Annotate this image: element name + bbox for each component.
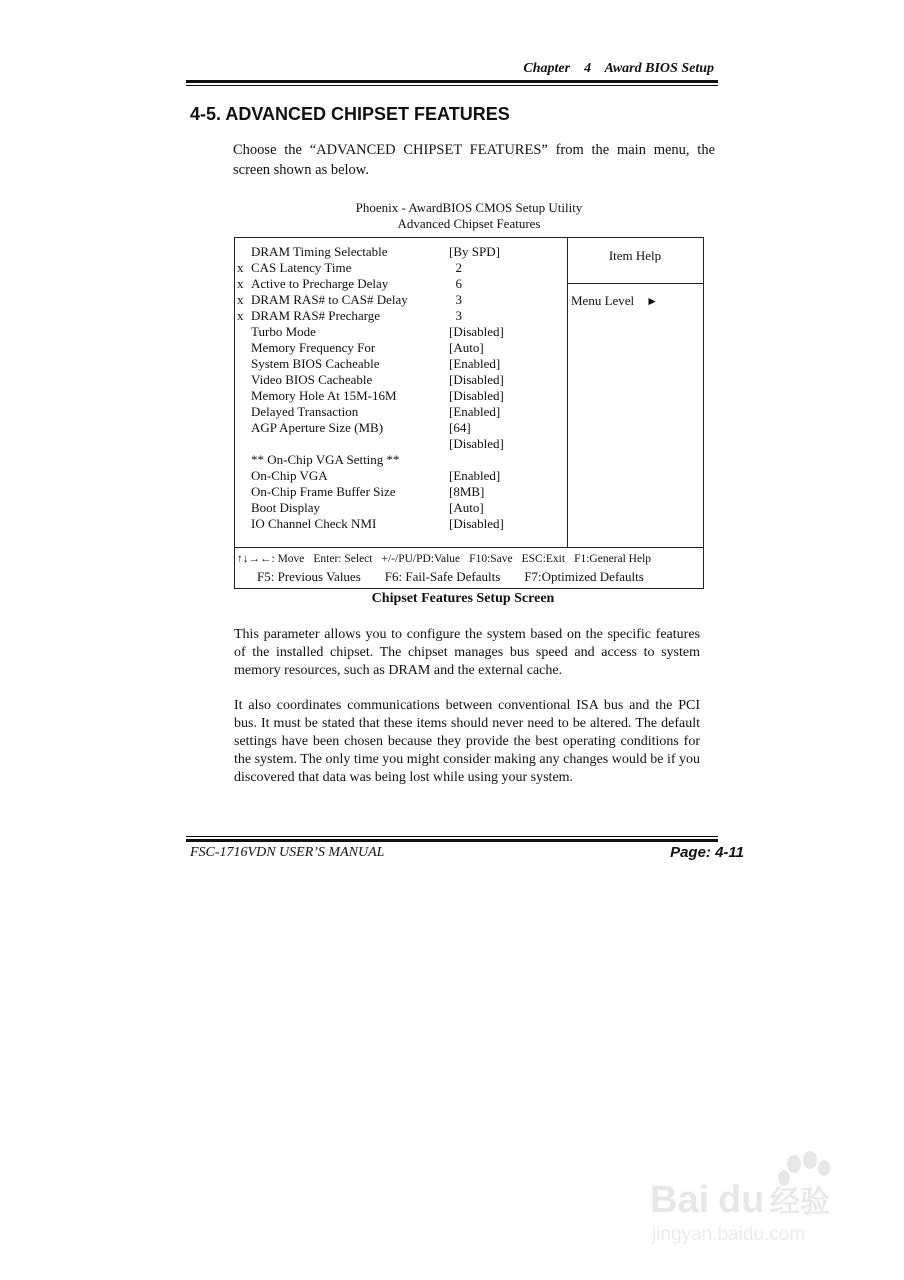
setting-value[interactable]: [Auto]: [449, 340, 484, 355]
item-help-heading: Item Help: [608, 248, 662, 263]
header-rule-thin: [186, 85, 718, 86]
setting-label: Memory Hole At 15M-16M: [251, 388, 397, 403]
setting-label: Memory Frequency For: [251, 340, 376, 355]
help-divider: [567, 283, 703, 284]
disabled-mark: x: [237, 260, 244, 275]
key-hint: F7:Optimized Defaults: [524, 569, 644, 584]
key-hint: +/-/PU/PD:Value: [381, 553, 461, 565]
setting-value[interactable]: [Enabled]: [449, 468, 501, 483]
baidu-watermark: [646, 1150, 846, 1250]
setting-label: IO Channel Check NMI: [251, 516, 377, 531]
bios-footer-divider: [235, 547, 703, 548]
setting-label: System BIOS Cacheable: [251, 356, 380, 371]
setting-value[interactable]: 3: [449, 292, 462, 307]
setting-label: Active to Precharge Delay: [251, 276, 389, 291]
section-title: 4-5. ADVANCED CHIPSET FEATURES: [190, 104, 510, 124]
setting-label: ** On-Chip VGA Setting **: [251, 452, 400, 467]
setting-value[interactable]: [64]: [449, 420, 471, 435]
key-legend-line1: [237, 553, 660, 565]
setting-label: DRAM RAS# Precharge: [251, 308, 381, 323]
watermark-url: jingyan.baidu.com: [652, 1224, 806, 1245]
utility-subtitle: Advanced Chipset Features: [397, 216, 541, 231]
setting-value[interactable]: [8MB]: [449, 484, 485, 499]
setting-value[interactable]: 2: [449, 260, 462, 275]
setting-value[interactable]: 6: [449, 276, 462, 291]
paw-icon: [778, 1151, 830, 1186]
key-hint: F5: Previous Values: [257, 569, 361, 584]
triangle-right-icon: ►: [646, 294, 659, 308]
figure-caption: Chipset Features Setup Screen: [371, 591, 555, 606]
setting-label: Boot Display: [251, 500, 320, 515]
watermark-brand: Bai: [650, 1179, 710, 1221]
menu-level-label: Menu Level: [571, 293, 635, 308]
key-hint: F10:Save: [469, 553, 513, 565]
footer-rule: [186, 839, 718, 842]
paragraph-2: It also coordinates communications between conventional ISA bus and the PCI bus. It must be stated that these items should never need to be altered. The default settings have been chosen because they provide the best operating conditions for the system. The only time you might consider making any changes would be if you discovered that data was being lost while using your system.: [234, 698, 700, 785]
disabled-mark: x: [237, 276, 244, 291]
setting-label: DRAM Timing Selectable: [251, 244, 388, 259]
setting-label: AGP Aperture Size (MB): [251, 420, 384, 435]
key-legend-line2: [257, 569, 668, 585]
manual-name: FSC-1716VDN USER’S MANUAL: [190, 845, 385, 860]
disabled-mark: x: [237, 292, 244, 307]
bios-screen: [234, 237, 704, 589]
utility-title: Phoenix - AwardBIOS CMOS Setup Utility: [355, 200, 583, 215]
setting-value[interactable]: [Disabled]: [449, 516, 504, 531]
key-hint: F1:General Help: [574, 553, 652, 565]
bios-column-divider: [567, 238, 568, 548]
setting-value[interactable]: [Disabled]: [449, 324, 504, 339]
setting-value[interactable]: [Enabled]: [449, 404, 501, 419]
setting-value[interactable]: [Disabled]: [449, 388, 504, 403]
setting-label: On-Chip VGA: [251, 468, 328, 483]
menu-level: [571, 293, 658, 309]
page-number: Page: 4-11: [670, 844, 744, 861]
key-hint: ↑↓→←: Move: [237, 553, 305, 565]
key-hint: ESC:Exit: [521, 553, 566, 565]
setting-value[interactable]: [Enabled]: [449, 356, 501, 371]
footer-rule-thin: [186, 836, 718, 837]
watermark-cn: 经验: [770, 1185, 830, 1220]
paragraph-1: This parameter allows you to configure the system based on the specific features of the installed chipset. The chipset manages bus speed and access to system memory resources, such as DRAM and the external cache.: [234, 627, 700, 678]
setting-label: DRAM RAS# to CAS# Delay: [251, 292, 408, 307]
key-hint: Enter: Select: [313, 553, 373, 565]
setting-label: CAS Latency Time: [251, 260, 352, 275]
setting-label: Turbo Mode: [251, 324, 316, 339]
setting-label: Delayed Transaction: [251, 404, 359, 419]
setting-value[interactable]: 3: [449, 308, 462, 323]
key-hint: F6: Fail-Safe Defaults: [384, 569, 501, 584]
setting-label: Video BIOS Cacheable: [251, 372, 373, 387]
intro-text: Choose the “ADVANCED CHIPSET FEATURES” from the main menu, the screen shown as below.: [233, 142, 715, 178]
watermark-brand-2: du: [718, 1179, 765, 1221]
setting-value[interactable]: [Disabled]: [449, 372, 504, 387]
chapter-header: Chapter 4 Award BIOS Setup: [523, 61, 714, 76]
setting-label: On-Chip Frame Buffer Size: [251, 484, 396, 499]
setting-value[interactable]: [Auto]: [449, 500, 484, 515]
setting-value[interactable]: [Disabled]: [449, 436, 504, 451]
header-rule: [186, 80, 718, 83]
disabled-mark: x: [237, 308, 244, 323]
setting-value[interactable]: [By SPD]: [449, 244, 500, 259]
